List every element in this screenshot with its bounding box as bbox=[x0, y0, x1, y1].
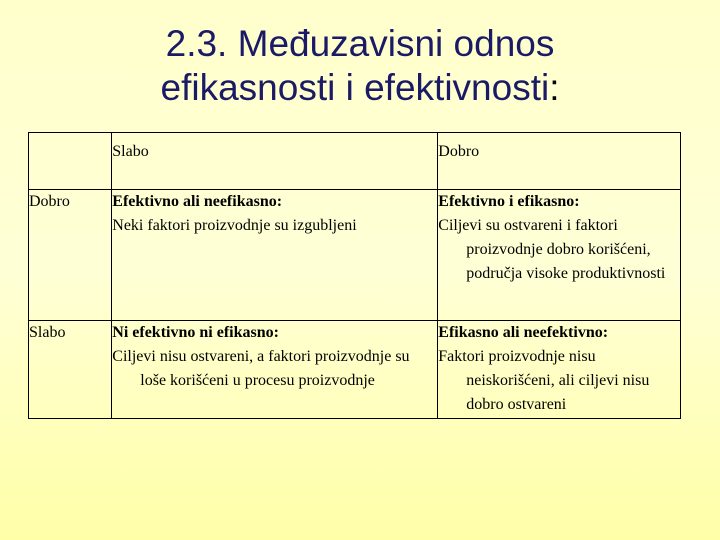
row-header-dobro: Dobro bbox=[29, 190, 112, 321]
cell-heading: Efektivno i efikasno: bbox=[438, 193, 580, 210]
slide-title-colon: : bbox=[549, 67, 560, 108]
column-header-slabo: Slabo bbox=[112, 133, 438, 190]
slide-title-line-2-text: efikasnosti i efektivnosti bbox=[160, 67, 550, 108]
cell-body: Ciljevi nisu ostvareni, a faktori proizvodnje su loše korišćeni u procesu proizvodnje bbox=[112, 348, 410, 389]
cell-body: Ciljevi su ostvareni i faktori proizvodnje dobro korišćeni, područja visoke produktivnosti bbox=[438, 217, 666, 282]
cell-heading: Efikasno ali neefektivno: bbox=[438, 324, 609, 341]
table-row bbox=[29, 190, 681, 321]
table-row bbox=[29, 321, 681, 419]
row-header-slabo: Slabo bbox=[29, 321, 112, 419]
slide-title-line-1: 2.3. Međuzavisni odnos bbox=[165, 23, 555, 64]
table-header-row bbox=[29, 133, 681, 190]
slide-title-line-2 bbox=[0, 66, 720, 110]
cell-efficient-ineffective bbox=[438, 321, 681, 419]
efficiency-effectiveness-table bbox=[28, 132, 681, 419]
cell-effective-inefficient bbox=[112, 190, 438, 321]
column-header-dobro: Dobro bbox=[438, 133, 681, 190]
cell-body: Faktori proizvodnje nisu neiskorišćeni, ali ciljevi nisu dobro ostvareni bbox=[438, 348, 650, 413]
cell-effective-efficient bbox=[438, 190, 681, 321]
cell-ineffective-inefficient bbox=[112, 321, 438, 419]
slide-title bbox=[0, 22, 720, 110]
cell-heading: Ni efektivno ni efikasno: bbox=[112, 324, 279, 341]
cell-heading: Efektivno ali neefikasno: bbox=[112, 193, 283, 210]
header-corner-cell bbox=[29, 133, 112, 190]
cell-body: Neki faktori proizvodnje su izgubljeni bbox=[112, 217, 357, 234]
